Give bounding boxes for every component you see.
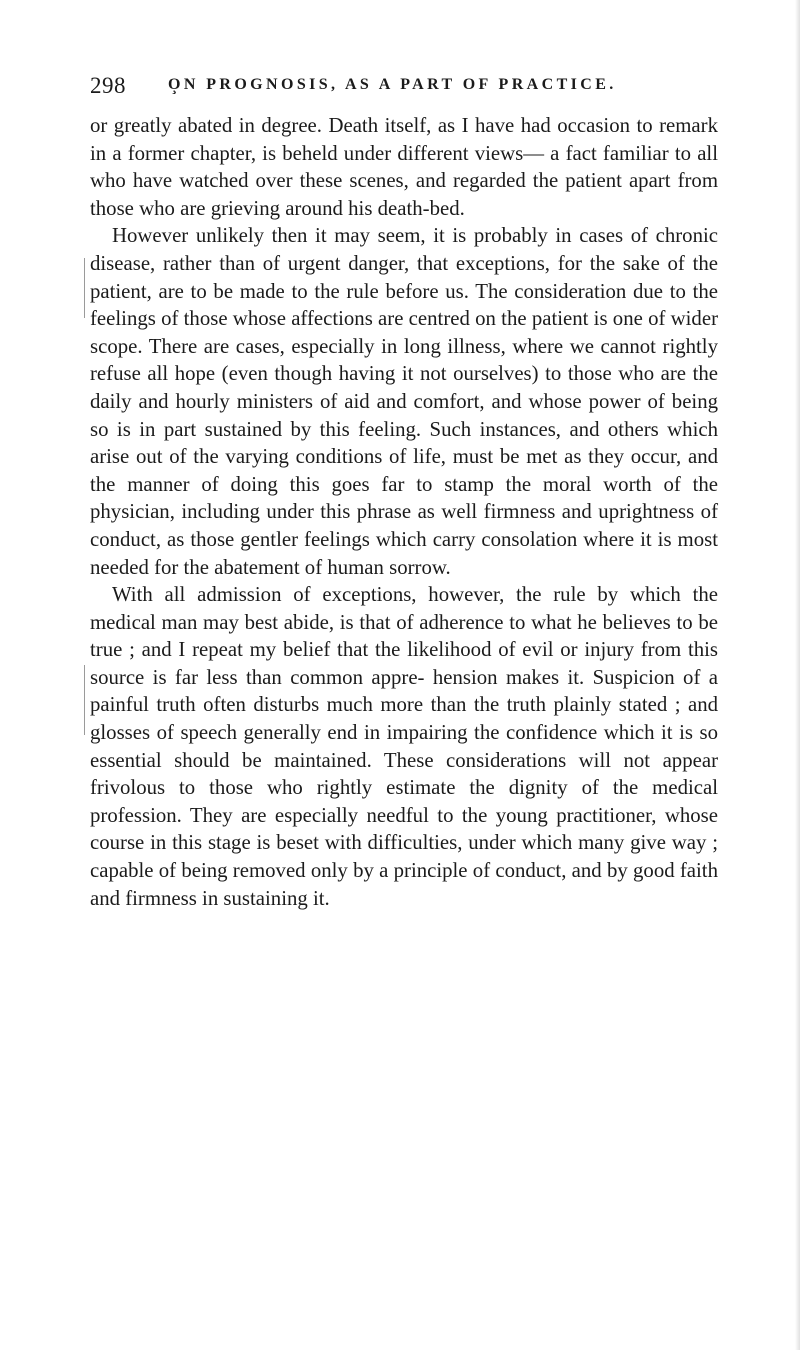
paragraph-rule: With all admission of exceptions, however, the rule by which the medical man may best abide, is that of adherence to what he believes to be true ; and I repeat my belief that the likelihood of evil or injury from this source is far less than common appre- hension makes it. Suspicion of a painful truth often disturbs much more than the truth plainly stated ; and glosses of speech generally end in impairing the confidence which it is so essential should be maintained. These considerations will not appear frivolous to those who rightly estimate the dignity of the medical profession. They are especially needful to the young practitioner, whose course in this stage is beset with difficulties, under which many give way ; capable of being removed only by a principle of conduct, and by good faith and firmness in sustaining it. [90, 583, 718, 910]
margin-pencil-mark-top [84, 258, 85, 318]
running-head-title: O̧N PROGNOSIS, AS A PART OF PRACTICE. [168, 76, 617, 93]
running-head [90, 73, 710, 103]
page-edge-shadow [795, 0, 800, 1350]
paragraph-continued: or greatly abated in degree. Death itself, as I have had occasion to remark in a former chapter, is beheld under different views— a fact familiar to all who have watched over these scenes, and regarded the patient apart from those who are grieving around his death-bed. [90, 114, 718, 220]
page-number: 298 [90, 73, 126, 98]
margin-pencil-mark-bottom [84, 665, 85, 735]
paragraph-exceptions: However unlikely then it may seem, it is probably in cases of chronic disease, rather than of urgent danger, that exceptions, for the sake of the patient, are to be made to the rule before us. The consideration due to the feelings of those whose affections are centred on the patient is one of wider scope. There are cases, especially in long illness, where we cannot rightly refuse all hope (even though having it not ourselves) to those who are the daily and hourly ministers of aid and comfort, and whose power of being so is in part sustained by this feeling. Such instances, and others which arise out of the varying conditions of life, must be met as they occur, and the manner of doing this goes far to stamp the moral worth of the physician, including under this phrase as well firmness and uprightness of conduct, as those gentler feelings which carry consolation where it is most needed for the abatement of human sorrow. [90, 224, 718, 579]
body-text [90, 112, 718, 912]
